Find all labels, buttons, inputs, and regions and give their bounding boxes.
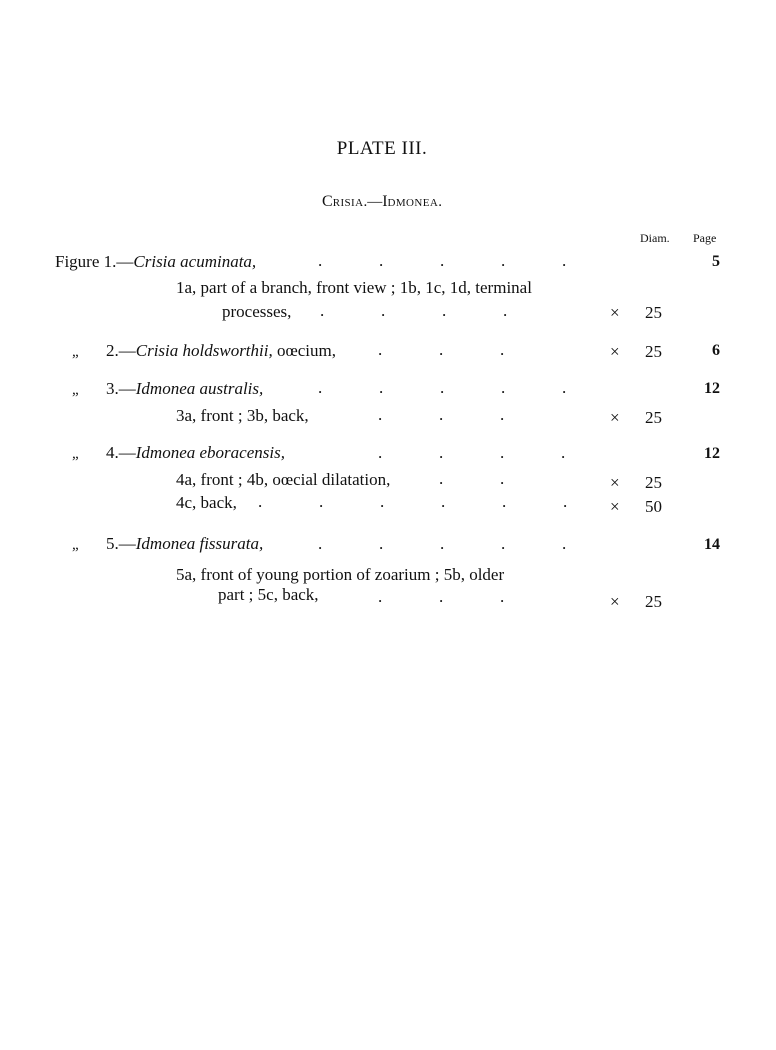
- figure-4-page: 12: [704, 445, 720, 462]
- figure-2-suffix: oœcium,: [272, 341, 337, 360]
- figure-2-name: Crisia holdsworthii,: [135, 341, 273, 360]
- figure-4a-text: 4a, front ; 4b, oœcial dilatation,: [176, 470, 391, 489]
- subtitle-dash: .—: [363, 194, 383, 210]
- leader-dots: . . . . . .: [258, 492, 568, 511]
- leader-dots: . . .: [378, 340, 505, 359]
- figure-2-ditto: „: [72, 344, 79, 360]
- figure-1a-times: ×: [610, 303, 620, 322]
- column-header-diam: Diam.: [640, 231, 670, 245]
- figure-4a-times: ×: [610, 473, 620, 492]
- figure-5-ditto: „: [72, 537, 79, 553]
- figure-5a-diam: 25: [645, 592, 662, 611]
- leader-dots: . . . . .: [318, 534, 567, 553]
- leader-dots: . . . . .: [318, 378, 567, 397]
- figure-3a-text: 3a, front ; 3b, back,: [176, 406, 309, 425]
- leader-dots: . . .: [378, 405, 505, 424]
- figure-5a-line1: 5a, front of young portion of zoarium ; 5b, older: [176, 565, 505, 584]
- subtitle-period: .: [438, 194, 442, 210]
- figure-2-times: ×: [610, 342, 620, 361]
- figure-3-page: 12: [704, 380, 720, 397]
- column-header-page: Page: [693, 231, 717, 245]
- figure-5-page: 14: [704, 536, 720, 553]
- leader-dots: . . .: [378, 587, 505, 606]
- figure-4-prefix: 4.—: [106, 443, 136, 462]
- figure-3-ditto: „: [72, 382, 79, 398]
- figure-5-heading: [106, 534, 263, 554]
- plate-subtitle: [0, 193, 764, 211]
- figure-5a-line2: part ; 5c, back,: [218, 585, 319, 604]
- figure-4-heading: [106, 443, 285, 463]
- figure-5a-times: ×: [610, 592, 620, 611]
- leader-dots: . .: [439, 469, 505, 488]
- subtitle-rest-idmonea: dmonea: [387, 194, 439, 210]
- figure-1a-line2: processes,: [222, 302, 292, 321]
- figure-1-page: 5: [712, 253, 720, 270]
- figure-2-diam: 25: [645, 342, 662, 361]
- figure-1-heading: [55, 252, 256, 272]
- leader-dots: . . . .: [320, 301, 508, 320]
- figure-5-prefix: 5.—: [106, 534, 136, 553]
- figure-2-prefix: 2.—: [106, 341, 136, 360]
- leader-dots: . . . .: [378, 443, 566, 462]
- leader-dots: . . . . .: [318, 251, 567, 270]
- subtitle-rest-crisia: risia: [332, 194, 364, 210]
- subtitle-initial-c: C: [322, 193, 333, 210]
- figure-5-name: Idmonea fissurata,: [135, 534, 264, 553]
- subtitle-initial-i: I: [382, 193, 388, 210]
- figure-4-ditto: „: [72, 446, 79, 462]
- figure-1a-diam: 25: [645, 303, 662, 322]
- figure-3a-times: ×: [610, 408, 620, 427]
- figure-2-heading: [106, 341, 336, 361]
- figure-1-prefix: Figure 1.—: [55, 252, 134, 271]
- figure-1-name: Crisia acuminata,: [133, 252, 257, 271]
- figure-3a-diam: 25: [645, 408, 662, 427]
- plate-title: PLATE III.: [336, 138, 428, 159]
- figure-4c-diam: 50: [645, 497, 662, 516]
- figure-4-name: Idmonea eboracensis,: [135, 443, 285, 462]
- figure-3-heading: [106, 379, 263, 399]
- figure-4c-times: ×: [610, 497, 620, 516]
- figure-4c-text: 4c, back,: [176, 493, 237, 512]
- figure-4a-diam: 25: [645, 473, 662, 492]
- figure-2-page: 6: [712, 342, 720, 359]
- figure-3-name: Idmonea australis,: [135, 379, 264, 398]
- figure-3-prefix: 3.—: [106, 379, 136, 398]
- figure-1a-line1: 1a, part of a branch, front view ; 1b, 1c, 1d, terminal: [176, 278, 532, 297]
